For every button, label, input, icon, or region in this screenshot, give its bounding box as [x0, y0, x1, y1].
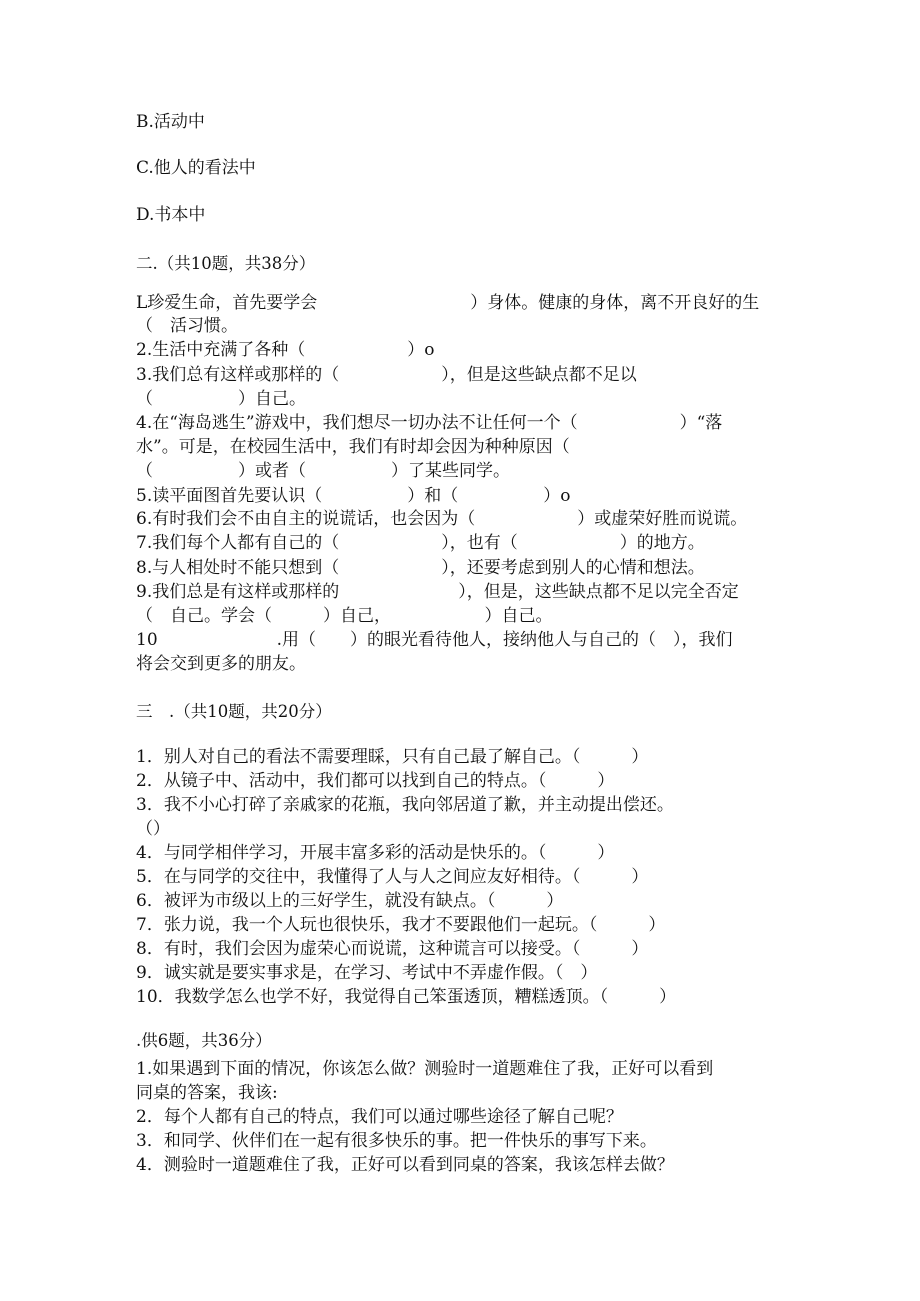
fill-blank-line: 6.有时我们会不由自主的说谎话，也会因为（ ）或虚荣好胜而说谎。: [136, 509, 748, 529]
true-false-item: 2．从镜子中、活动中，我们都可以找到自己的特点。（ ）: [136, 771, 615, 791]
true-false-item: 6．被评为市级以上的三好学生，就没有缺点。（ ）: [136, 891, 564, 911]
fill-blank-line: （ ）或者（ ）了某些同学。: [136, 461, 510, 481]
fill-blank-line: 水”。可是，在校园生活中，我们有时却会因为种种原因（: [136, 437, 570, 457]
fill-blank-line: L珍爱生命，首先要学会 ）身体。健康的身体，离不开良好的生: [136, 293, 760, 313]
section4-heading: .供6题，共36分）: [136, 1031, 272, 1050]
fill-blank-line: 2.生活中充满了各种（ ）o: [136, 340, 435, 360]
fill-blank-line: 3.我们总有这样或那样的（ ），但是这些缺点都不足以: [136, 365, 637, 385]
fill-blank-line: （ 自己。学会（ ）自己， ）自己。: [136, 606, 553, 626]
fill-blank-line: （ ）自己。: [136, 389, 306, 409]
option-b: B.活动中: [136, 112, 205, 132]
true-false-item: （）: [136, 819, 170, 839]
fill-blank-line: 7.我们每个人都有自己的（ ），也有（ ）的地方。: [136, 533, 705, 553]
fill-blank-line: 将会交到更多的朋友。: [136, 654, 306, 674]
true-false-item: 3．我不小心打碎了亲戚家的花瓶，我向邻居道了歉，并主动提出偿还。: [136, 795, 674, 815]
true-false-item: 1．别人对自己的看法不需要理睬，只有自己最了解自己。（ ）: [136, 747, 649, 767]
true-false-item: 9．诚实就是要实事求是，在学习、考试中不弄虚作假。（ ）: [136, 963, 598, 983]
fill-blank-line: 4.在“海岛逃生”游戏中，我们想尽一切办法不让任何一个（ ）“落: [136, 413, 723, 433]
option-c: C.他人的看法中: [136, 158, 256, 178]
section3-heading: 三 .（共10题，共20分）: [136, 702, 332, 721]
short-answer-item: 3．和同学、伙伴们在一起有很多快乐的事。把一件快乐的事写下来。: [136, 1131, 657, 1151]
fill-blank-line: 9.我们总是有这样或那样的 ），但是，这些缺点都不足以完全否定: [136, 582, 739, 602]
fill-blank-line: （ 活习惯。: [136, 316, 238, 336]
short-answer-item: 4．测验时一道题难住了我，正好可以看到同桌的答案，我该怎样去做？: [136, 1155, 674, 1175]
short-answer-item: 2．每个人都有自己的特点，我们可以通过哪些途径了解自己呢？: [136, 1107, 623, 1127]
short-answer-item: 1.如果遇到下面的情况，你该怎么做？测验时一道题难住了我，正好可以看到: [136, 1059, 714, 1079]
short-answer-item: 同桌的答案，我该:: [136, 1083, 278, 1103]
true-false-item: 7．张力说，我一个人玩也很快乐，我才不要跟他们一起玩。（ ）: [136, 915, 666, 935]
fill-blank-line: 10 .用（ ）的眼光看待他人，接纳他人与自己的（ ），我们: [136, 630, 733, 650]
true-false-item: 4．与同学相伴学习，开展丰富多彩的活动是快乐的。（ ）: [136, 843, 615, 863]
true-false-item: 8．有时，我们会因为虚荣心而说谎，这种谎言可以接受。（ ）: [136, 939, 649, 959]
fill-blank-line: 5.读平面图首先要认识（ ）和（ ）o: [136, 486, 571, 506]
option-d: D.书本中: [136, 205, 206, 225]
true-false-item: 10．我数学怎么也学不好，我觉得自己笨蛋透顶，糟糕透顶。（ ）: [136, 987, 677, 1007]
section2-heading: 二.（共10题，共38分）: [136, 254, 316, 273]
fill-blank-line: 8.与人相处时不能只想到（ ），还要考虑到别人的心情和想法。: [136, 558, 705, 578]
true-false-item: 5．在与同学的交往中，我懂得了人与人之间应友好相待。（ ）: [136, 867, 649, 887]
